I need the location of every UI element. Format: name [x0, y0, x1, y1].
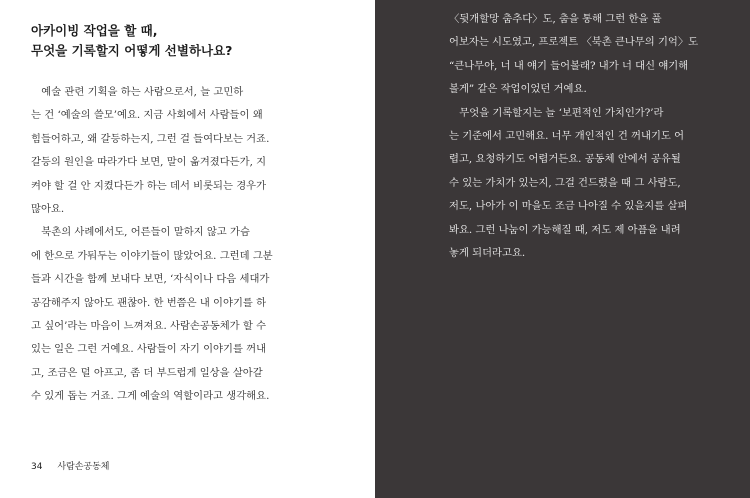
body-line: 볼게” 같은 작업이었던 거예요. — [449, 83, 587, 96]
left-body-text — [31, 81, 311, 409]
body-line: 는 기준에서 고민해요. 너무 개인적인 건 꺼내기도 어 — [449, 130, 685, 143]
body-line: 저도, 나아가 이 마을도 조금 나아질 수 있을지를 살펴 — [449, 200, 688, 213]
body-line: 켜야 할 걸 안 지켰다든가 하는 데서 비롯되는 경우가 — [31, 179, 267, 192]
body-line: 북촌의 사례에서도, 어른들이 말하지 않고 가슴 — [31, 226, 250, 239]
question-heading — [31, 21, 351, 61]
body-line: 고, 조금은 덜 아프고, 좀 더 부드럽게 일상을 살아갈 — [31, 366, 263, 379]
body-line: 많아요. — [31, 203, 65, 216]
body-line: 예술 관련 기획을 하는 사람으로서, 늘 고민하 — [31, 86, 244, 98]
body-line: 수 있게 돕는 거죠. 그게 예술의 역할이라고 생각해요. — [31, 390, 270, 403]
body-line: 어보자는 시도였고, 프로젝트 〈북촌 큰나무의 기억〉도 — [449, 36, 699, 49]
body-line: 공감해주지 않아도 괜찮아. 한 번쯤은 내 이야기를 하 — [31, 296, 267, 309]
publisher-name: 사람손공동체 — [57, 462, 110, 472]
body-line: 놓게 되더라고요. — [449, 247, 526, 260]
right-body-text — [449, 8, 725, 265]
body-line: 수 있는 가치가 있는지, 그걸 건드렸을 때 그 사람도, — [449, 176, 681, 189]
question-line: 무엇을 기록할지 어떻게 선별하나요? — [31, 43, 233, 58]
body-line: 무엇을 기록할지는 늘 ‘보편적인 가치인가?’라 — [449, 106, 664, 119]
body-line: 들과 시간을 함께 보내다 보면, ‘자식이나 다음 세대가 — [31, 273, 270, 286]
body-line: 갈등의 원인을 따라가다 보면, 말이 옮겨졌다든가, 지 — [31, 156, 267, 169]
body-line: 있는 일은 그런 거예요. 사람들이 자기 이야기를 꺼내 — [31, 343, 267, 356]
body-line: 에 한으로 가둬두는 이야기들이 많았어요. 그런데 그분 — [31, 249, 273, 262]
body-line: “큰나무야, 너 내 얘기 들어볼래? 내가 너 대신 얘기해 — [449, 59, 689, 72]
body-line: 힘들어하고, 왜 갈등하는지, 그런 걸 들여다보는 거죠. — [31, 132, 270, 145]
body-line: 봐요. 그런 나눔이 가능해질 때, 저도 제 아픔을 내려 — [449, 223, 681, 236]
question-line: 아카이빙 작업을 할 때, — [31, 23, 158, 38]
page-footer — [31, 459, 110, 472]
body-line: 〈뒷개할망 춤추다〉도, 춤을 통해 그런 한을 풀 — [449, 13, 662, 25]
page-number: 34 — [31, 462, 43, 472]
body-line: 렵고, 요청하기도 어렵거든요. 공동체 안에서 공유될 — [449, 153, 681, 166]
body-line: 고 싶어’라는 마음이 느껴져요. 사람손공동체가 할 수 — [31, 320, 267, 333]
body-line: 는 건 ‘예술의 쓸모’예요. 지금 사회에서 사람들이 왜 — [31, 109, 263, 122]
